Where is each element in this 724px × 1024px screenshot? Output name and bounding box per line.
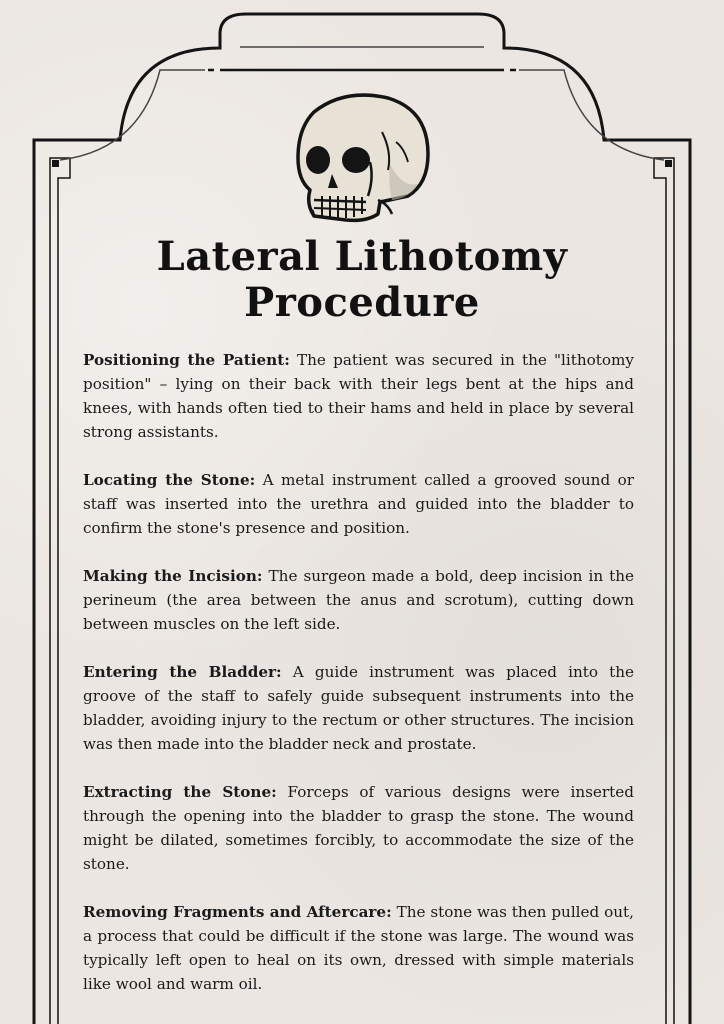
step-body: The stone was then pulled out, a process that could be difficult if the stone was large. The wound was typically left open to heal on its own, dressed with simple materials like wool and warm oil. xyxy=(83,903,634,993)
page-title xyxy=(80,234,644,326)
title-line-1: Lateral Lithotomy xyxy=(156,233,568,280)
step-incision xyxy=(83,564,634,636)
step-heading: Positioning the Patient: xyxy=(83,351,290,369)
step-aftercare xyxy=(83,900,634,996)
step-extracting xyxy=(83,780,634,876)
step-body: The patient was secured in the "lithotomy position" – lying on their back with their legs bent at the hips and knees, with hands often tied to their hams and held in place by several strong assistants. xyxy=(83,351,634,441)
procedure-steps xyxy=(83,348,634,1020)
skull-icon xyxy=(292,92,432,226)
step-locating xyxy=(83,468,634,540)
step-body: A guide instrument was placed into the groove of the staff to safely guide subsequent instruments into the bladder, avoiding injury to the rectum or other structures. The incision was then made into the bladder neck and prostate. xyxy=(83,663,635,753)
step-heading: Entering the Bladder: xyxy=(83,663,282,681)
step-body: A metal instrument called a grooved sound or staff was inserted into the urethra and guided into the bladder to confirm the stone's presence and position. xyxy=(83,471,634,537)
step-positioning xyxy=(83,348,634,444)
step-heading: Locating the Stone: xyxy=(83,471,256,489)
step-entering-bladder xyxy=(83,660,634,756)
title-line-2: Procedure xyxy=(244,279,480,326)
step-heading: Making the Incision: xyxy=(83,567,263,585)
step-heading: Extracting the Stone: xyxy=(83,783,277,801)
step-body: Forceps of various designs were inserted through the opening into the bladder to grasp the stone. The wound might be dilated, sometimes forcibly, to accommodate the size of the stone. xyxy=(83,783,634,873)
step-body: The surgeon made a bold, deep incision in the perineum (the area between the anus and scrotum), cutting down between muscles on the left side. xyxy=(83,567,634,633)
step-heading: Removing Fragments and Aftercare: xyxy=(83,903,392,921)
